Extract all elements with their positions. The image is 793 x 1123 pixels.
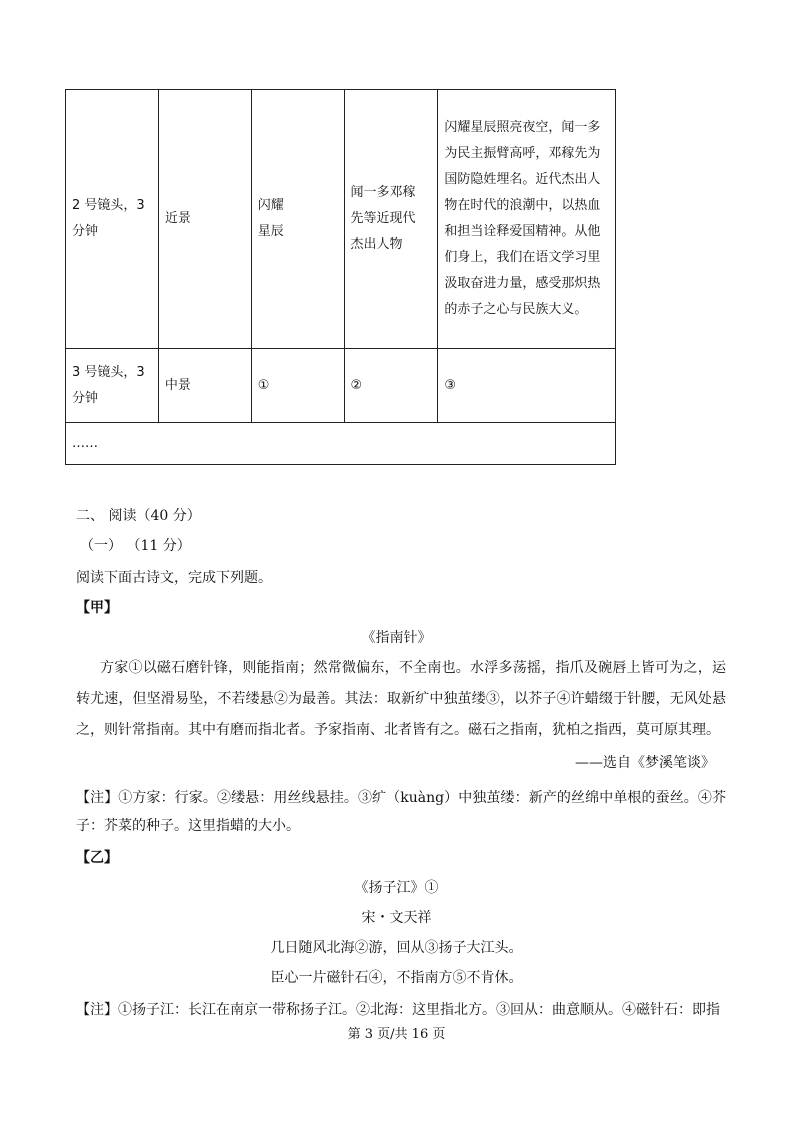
- cell-text: 的赤子之心与民族大义。: [444, 302, 588, 317]
- poem-line-1: 几日随风北海②游，回从③扬子大江头。: [270, 940, 523, 956]
- table-row: [66, 349, 616, 423]
- cell-text: 分钟: [72, 390, 99, 406]
- author-b: 宋・文天祥: [361, 910, 432, 926]
- cell-text: 2 号镜头，3: [72, 198, 145, 213]
- title-b: 《扬子江》①: [354, 880, 439, 896]
- note-a: 【注】①方家：行家。②缕悬：用丝线悬挂。③纩（kuàng）中独茧缕：新产的丝绵中单根的蚕丝。④芥子：芥菜的种子。这里指蜡的大小。: [76, 790, 726, 834]
- shot-cell: [66, 349, 159, 423]
- object-cell: [344, 349, 438, 423]
- note-b: 【注】①扬子江：长江在南京一带称扬子江。②北海：这里指北方。③回从：曲意顺从。④磁针石：即指: [76, 1002, 720, 1018]
- narration-cell: [438, 349, 616, 423]
- cell-text: 为民主振臂高呼，邓稼先为: [444, 146, 601, 161]
- scene-cell: [158, 90, 251, 349]
- sub-title: （一） （11 分）: [80, 538, 191, 554]
- blank-marker: ②: [350, 377, 363, 393]
- image-cell: [251, 90, 344, 349]
- narration-cell: [438, 90, 616, 349]
- cell-text: 物在时代的浪潮中，以热血: [444, 198, 601, 213]
- image-cell: [251, 349, 344, 423]
- cell-text: 闪耀: [257, 198, 284, 213]
- scene-cell: [158, 349, 251, 423]
- cell-text: 近景: [164, 211, 191, 226]
- shot-cell: [66, 90, 159, 349]
- poem-line-2: 臣心一片磁针石④，不指南方⑤不肯休。: [270, 970, 523, 986]
- cell-text: 和担当诠释爱国精神。从他: [444, 224, 601, 239]
- title-a: 《指南针》: [361, 630, 432, 646]
- section-title: 二、 阅读（40 分）: [76, 508, 201, 524]
- label-a: 【甲】: [76, 600, 118, 616]
- cell-text: 杰出人物: [350, 237, 403, 252]
- shot-table: [65, 89, 616, 465]
- source-a: ——选自《梦溪笔谈》: [575, 755, 715, 771]
- blank-marker: ③: [444, 377, 456, 393]
- cell-text: 闻一多邓稼: [350, 185, 416, 200]
- ellipsis: ……: [72, 435, 98, 451]
- cell-text: 中景: [164, 377, 191, 393]
- cell-text: 星辰: [257, 224, 284, 239]
- cell-text: 汲取奋进力量，感受那炽热: [444, 276, 601, 291]
- label-b: 【乙】: [76, 850, 118, 866]
- cell-text: 分钟: [72, 224, 99, 239]
- cell-text: 3 号镜头，3: [72, 364, 145, 380]
- cell-text: 们身上，我们在语文学习里: [444, 250, 601, 265]
- object-cell: [344, 90, 438, 349]
- cell-text: 国防隐姓埋名。近代杰出人: [444, 172, 601, 187]
- table-row: [66, 423, 616, 465]
- blank-marker: ①: [257, 377, 270, 393]
- page-footer: 第 3 页/共 16 页: [347, 1027, 446, 1042]
- cell-text: 先等近现代: [350, 211, 416, 226]
- cell-text: 闪耀星辰照亮夜空，闻一多: [444, 120, 601, 135]
- instruction: 阅读下面古诗文，完成下列题。: [76, 570, 272, 586]
- ellipsis-cell: [66, 423, 616, 465]
- passage-a: 方家①以磁石磨针锋，则能指南；然常微偏东，不全南也。水浮多荡摇，指爪及碗唇上皆可为之，运转尤速，但坚滑易坠，不若缕悬②为最善。其法：取新纩中独茧缕③，以芥子④许蜡缀于针腰，无风处悬之，则针常指南。其中有磨而指北者。予家指南、北者皆有之。磁石之指南，犹柏之指西，莫可原其理。: [76, 660, 726, 738]
- table-row: [66, 90, 616, 349]
